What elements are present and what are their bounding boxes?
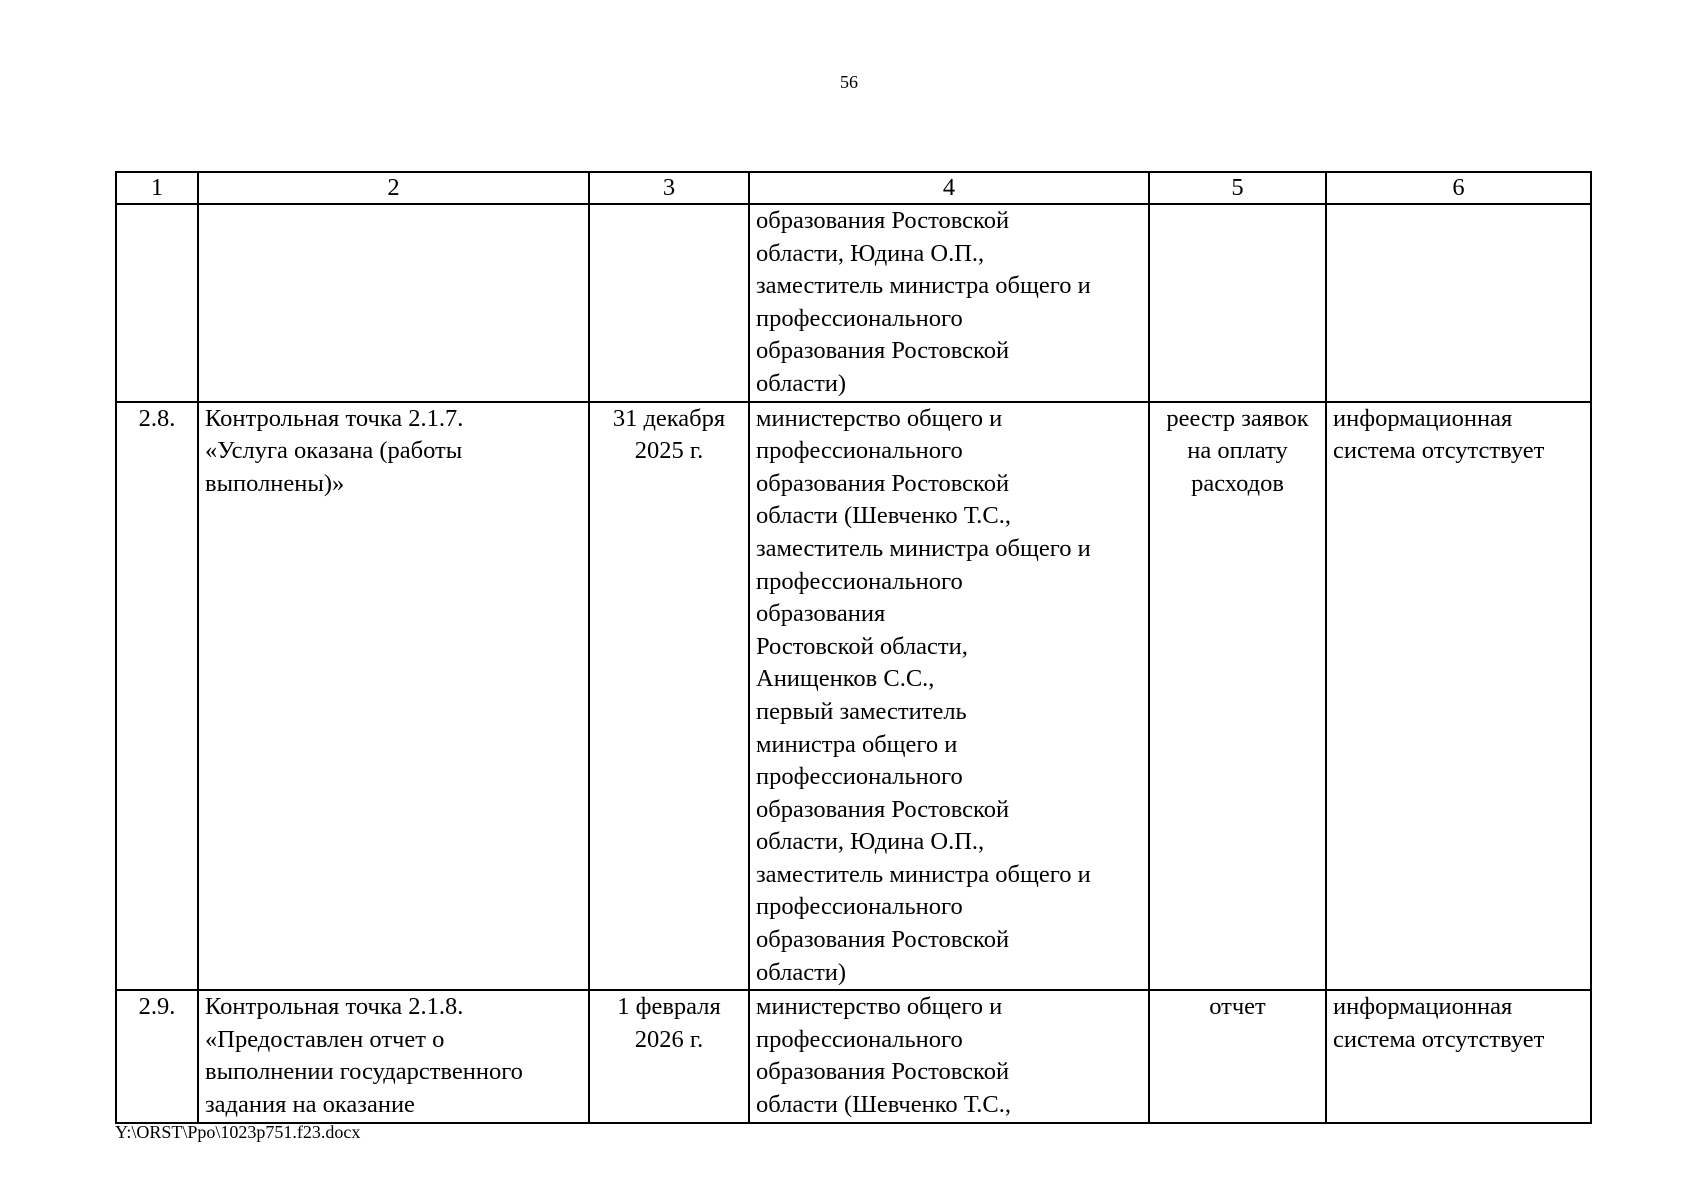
cell-text-line: система отсутствует [1333, 1025, 1545, 1053]
cell-text-line: Контрольная точка 2.1.8. [205, 993, 464, 1021]
cell-text-line: Анищенков С.С., [756, 665, 935, 693]
cell-text-line: образования Ростовской [756, 1058, 1010, 1086]
footer-file-path: Y:\ORST\Ppo\1023p751.f23.docx [115, 1122, 361, 1142]
column-number-5: 5 [1149, 172, 1326, 204]
table-row [116, 402, 1591, 991]
cell-text-line: министерство общего и [756, 404, 1003, 432]
cell-text-line: профессионального [756, 893, 963, 921]
cell-text-line: министерство общего и [756, 993, 1003, 1021]
cell-text-line: профессионального [756, 567, 963, 595]
event-name-cell [198, 990, 589, 1122]
cell-text-line: информационная [1333, 404, 1513, 432]
document-table [115, 171, 1592, 1124]
cell-text-line: заместитель министра общего и [756, 860, 1091, 888]
cell-text-line: профессионального [756, 1025, 963, 1053]
document-type-cell [1149, 402, 1326, 991]
cell-text-line: «Услуга оказана (работы [205, 437, 463, 465]
row-number-cell [116, 402, 198, 991]
cell-text-line: система отсутствует [1333, 437, 1545, 465]
responsible-cell [749, 402, 1149, 991]
cell-text-line: заместитель министра общего и [756, 272, 1091, 300]
cell-text-line: образования Ростовской [756, 795, 1010, 823]
information-system-cell [1326, 204, 1591, 402]
cell-text-line: 1 февраля [617, 993, 721, 1021]
document-type-cell [1149, 990, 1326, 1122]
cell-text-line: на оплату [1187, 437, 1288, 465]
table-header-row [116, 172, 1591, 204]
cell-text-line: 31 декабря [612, 404, 726, 432]
row-number-cell [116, 990, 198, 1122]
cell-text-line: первый заместитель [756, 697, 967, 725]
cell-text-line: Контрольная точка 2.1.7. [205, 404, 464, 432]
column-number-1: 1 [116, 172, 198, 204]
cell-text-line: образования Ростовской [756, 469, 1010, 497]
page-number: 56 [840, 72, 858, 92]
cell-text-line: образования Ростовской [756, 926, 1010, 954]
event-name-cell [198, 204, 589, 402]
deadline-cell [589, 402, 749, 991]
cell-text-line: области, Юдина О.П., [756, 239, 985, 267]
cell-text-line: выполнении государственного [205, 1058, 523, 1086]
document-type-cell [1149, 204, 1326, 402]
cell-text-line: образования [756, 600, 886, 628]
cell-text-line: 2.8. [138, 404, 176, 432]
cell-text-line: области (Шевченко Т.С., [756, 1091, 1011, 1119]
cell-text-line: профессионального [756, 763, 963, 791]
cell-text-line: области (Шевченко Т.С., [756, 502, 1011, 530]
column-number-2: 2 [198, 172, 589, 204]
cell-text-line: 2025 г. [634, 437, 704, 465]
row-number-cell [116, 204, 198, 402]
event-name-cell [198, 402, 589, 991]
cell-text-line: «Предоставлен отчет о [205, 1025, 445, 1053]
cell-text-line: министра общего и [756, 730, 958, 758]
cell-text-line: выполнены)» [205, 469, 345, 497]
column-number-3: 3 [589, 172, 749, 204]
cell-text-line: области) [756, 958, 847, 986]
cell-text-line: образования Ростовской [756, 207, 1010, 234]
cell-text-line: информационная [1333, 993, 1513, 1021]
cell-text-line: профессионального [756, 304, 963, 332]
information-system-cell [1326, 990, 1591, 1122]
cell-text-line: 2.9. [138, 993, 176, 1021]
cell-text-line: образования Ростовской [756, 337, 1010, 365]
cell-text-line: реестр заявок [1166, 404, 1309, 432]
cell-text-line: расходов [1191, 469, 1284, 497]
column-number-4: 4 [749, 172, 1149, 204]
cell-text-line: Ростовской области, [756, 632, 968, 660]
column-number-6: 6 [1326, 172, 1591, 204]
cell-text-line: задания на оказание [205, 1091, 415, 1119]
cell-text-line: области) [756, 369, 847, 397]
cell-text-line: отчет [1209, 993, 1266, 1021]
cell-text-line: заместитель министра общего и [756, 534, 1091, 562]
table-row [116, 204, 1591, 402]
information-system-cell [1326, 402, 1591, 991]
cell-text-line: области, Юдина О.П., [756, 828, 985, 856]
cell-text-line: 2026 г. [634, 1025, 704, 1053]
deadline-cell [589, 990, 749, 1122]
deadline-cell [589, 204, 749, 402]
responsible-cell [749, 204, 1149, 402]
table-row [116, 990, 1591, 1122]
responsible-cell [749, 990, 1149, 1122]
cell-text-line: профессионального [756, 437, 963, 465]
